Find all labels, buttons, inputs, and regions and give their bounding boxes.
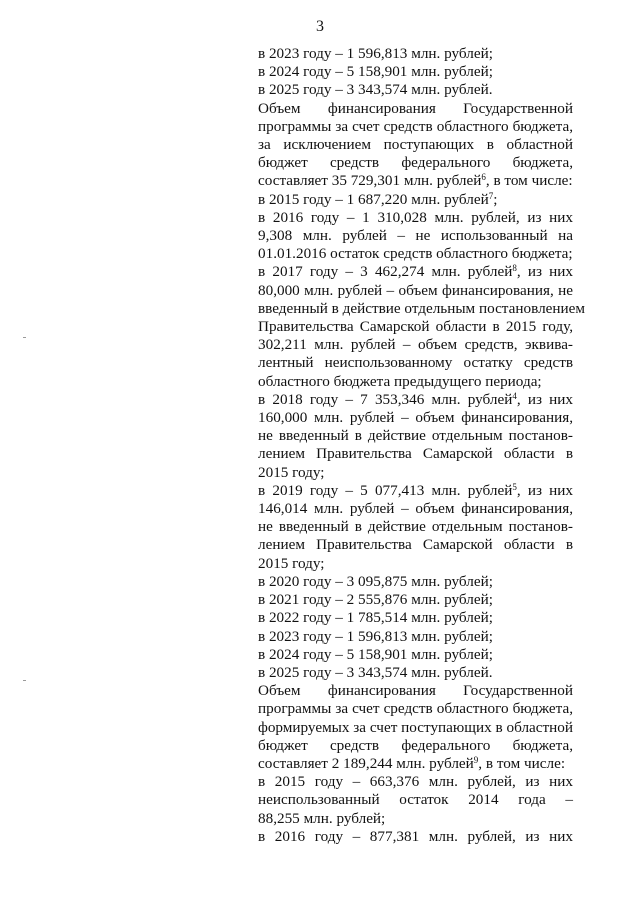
- line-text: в 2016 году – 877,381 млн. рублей, из них: [258, 827, 573, 845]
- line-text: в 2021 году – 2 555,876 млн. рублей;: [258, 591, 493, 609]
- line-text: областного бюджета предыдущего периода;: [258, 372, 542, 390]
- line-text: в 2015 году – 1 687,220 млн. рублей: [258, 190, 489, 208]
- line-text: программы за счет средств областного бюджета,: [258, 700, 573, 718]
- page-number: 3: [316, 18, 324, 35]
- text-line: [258, 391, 573, 409]
- text-line: [258, 191, 573, 209]
- line-text: 146,014 млн. рублей – объем финансирования,: [258, 500, 573, 518]
- text-line: [258, 682, 573, 700]
- line-text: в 2025 году – 3 343,574 млн. рублей.: [258, 81, 493, 99]
- line-text-tail: , из них: [516, 390, 573, 408]
- text-line: [258, 810, 573, 828]
- line-text: лентный неиспользованному остатку средств: [258, 354, 573, 372]
- text-line: [258, 482, 573, 500]
- line-text: бюджет средств федерального бюджета,: [258, 736, 573, 754]
- line-text: не введенный в действие отдельным постанов-: [258, 427, 573, 445]
- text-line: [258, 136, 573, 154]
- line-text: 160,000 млн. рублей – объем финансирования,: [258, 409, 573, 427]
- text-line: [258, 536, 573, 554]
- line-text: в 2022 году – 1 785,514 млн. рублей;: [258, 609, 493, 627]
- line-text: составляет 35 729,301 млн. рублей: [258, 172, 482, 190]
- line-text: в 2023 году – 1 596,813 млн. рублей;: [258, 627, 493, 645]
- footnote-ref: 9: [473, 754, 479, 765]
- margin-mark: [23, 337, 26, 338]
- text-line: [258, 755, 573, 773]
- text-line: [258, 318, 573, 336]
- line-text: 302,211 млн. рублей – объем средств, эквива-: [258, 336, 573, 354]
- line-text: в 2019 году – 5 077,413 млн. рублей: [258, 481, 513, 499]
- text-line: [258, 81, 573, 99]
- line-text: в 2016 году – 1 310,028 млн. рублей, из них: [258, 208, 573, 226]
- text-line: [258, 664, 573, 682]
- line-text-tail: , в том числе:: [485, 172, 573, 190]
- text-line: [258, 700, 573, 718]
- line-text: составляет 2 189,244 млн. рублей: [258, 754, 474, 772]
- line-text: в 2020 году – 3 095,875 млн. рублей;: [258, 572, 493, 590]
- text-line: [258, 609, 573, 627]
- text-line: [258, 791, 573, 809]
- line-text-tail: , в том числе:: [478, 754, 566, 772]
- text-line: [258, 828, 573, 846]
- line-text: лением Правительства Самарской области в: [258, 445, 573, 463]
- text-line: [258, 427, 573, 445]
- line-text: бюджет средств федерального бюджета,: [258, 154, 573, 172]
- text-line: [258, 773, 573, 791]
- text-line: [258, 445, 573, 463]
- text-line: [258, 45, 573, 63]
- footnote-ref: 8: [512, 263, 517, 274]
- text-line: [258, 628, 573, 646]
- text-line: [258, 464, 573, 482]
- line-text: программы за счет средств областного бюджета,: [258, 117, 573, 135]
- line-text-tail: ;: [493, 190, 498, 208]
- line-text: в 2024 году – 5 158,901 млн. рублей;: [258, 63, 493, 81]
- footnote-ref: 5: [512, 481, 517, 492]
- text-line: [258, 118, 573, 136]
- line-text: неиспользованный остаток 2014 года –: [258, 791, 573, 809]
- text-line: [258, 263, 573, 281]
- text-line: [258, 737, 573, 755]
- text-line: [258, 63, 573, 81]
- line-text-tail: , из них: [516, 263, 573, 281]
- line-text: 9,308 млн. рублей – не использованный на: [258, 227, 573, 245]
- text-line: [258, 373, 573, 391]
- text-line: [258, 646, 573, 664]
- line-text: 01.01.2016 остаток средств областного бюджета;: [258, 245, 573, 263]
- text-line: [258, 172, 573, 190]
- line-text: не введенный в действие отдельным постанов-: [258, 518, 573, 536]
- line-text: лением Правительства Самарской области в: [258, 536, 573, 554]
- line-text: в 2018 году – 7 353,346 млн. рублей: [258, 390, 513, 408]
- text-line: [258, 719, 573, 737]
- text-line: [258, 154, 573, 172]
- margin-mark: [23, 680, 26, 681]
- line-text: в 2024 году – 5 158,901 млн. рублей;: [258, 645, 493, 663]
- text-line: [258, 209, 573, 227]
- text-line: [258, 299, 585, 318]
- text-line: [258, 227, 573, 245]
- line-text: 2015 году;: [258, 463, 325, 481]
- line-text-tail: , из них: [516, 481, 573, 499]
- line-text: введенный в действие отдельным постановлением: [258, 299, 585, 317]
- line-text: Объем финансирования Государственной: [258, 99, 573, 117]
- line-text: в 2023 году – 1 596,813 млн. рублей;: [258, 45, 493, 62]
- text-line: [258, 591, 573, 609]
- text-line: [258, 500, 573, 518]
- body-text: [258, 45, 585, 846]
- footnote-ref: 4: [512, 390, 517, 401]
- line-text: Объем финансирования Государственной: [258, 682, 573, 700]
- line-text: Правительства Самарской области в 2015 году,: [258, 318, 573, 336]
- line-text: 80,000 млн. рублей – объем финансирования, не: [258, 281, 573, 299]
- text-line: [258, 354, 573, 372]
- line-text: формируемых за счет поступающих в областной: [258, 718, 573, 736]
- text-line: [258, 573, 573, 591]
- text-line: [258, 336, 573, 354]
- footnote-ref: 6: [481, 172, 486, 183]
- text-line: [258, 282, 573, 300]
- text-line: [258, 555, 573, 573]
- line-text: 88,255 млн. рублей;: [258, 809, 386, 827]
- text-line: [258, 409, 573, 427]
- line-text: 2015 году;: [258, 554, 325, 572]
- line-text: за исключением поступающих в областной: [258, 136, 573, 154]
- footnote-ref: 7: [488, 190, 494, 201]
- line-text: в 2017 году – 3 462,274 млн. рублей: [258, 263, 513, 281]
- text-line: [258, 100, 573, 118]
- line-text: в 2015 году – 663,376 млн. рублей, из них: [258, 773, 573, 791]
- text-line: [258, 245, 573, 263]
- text-line: [258, 518, 573, 536]
- line-text: в 2025 году – 3 343,574 млн. рублей.: [258, 663, 493, 681]
